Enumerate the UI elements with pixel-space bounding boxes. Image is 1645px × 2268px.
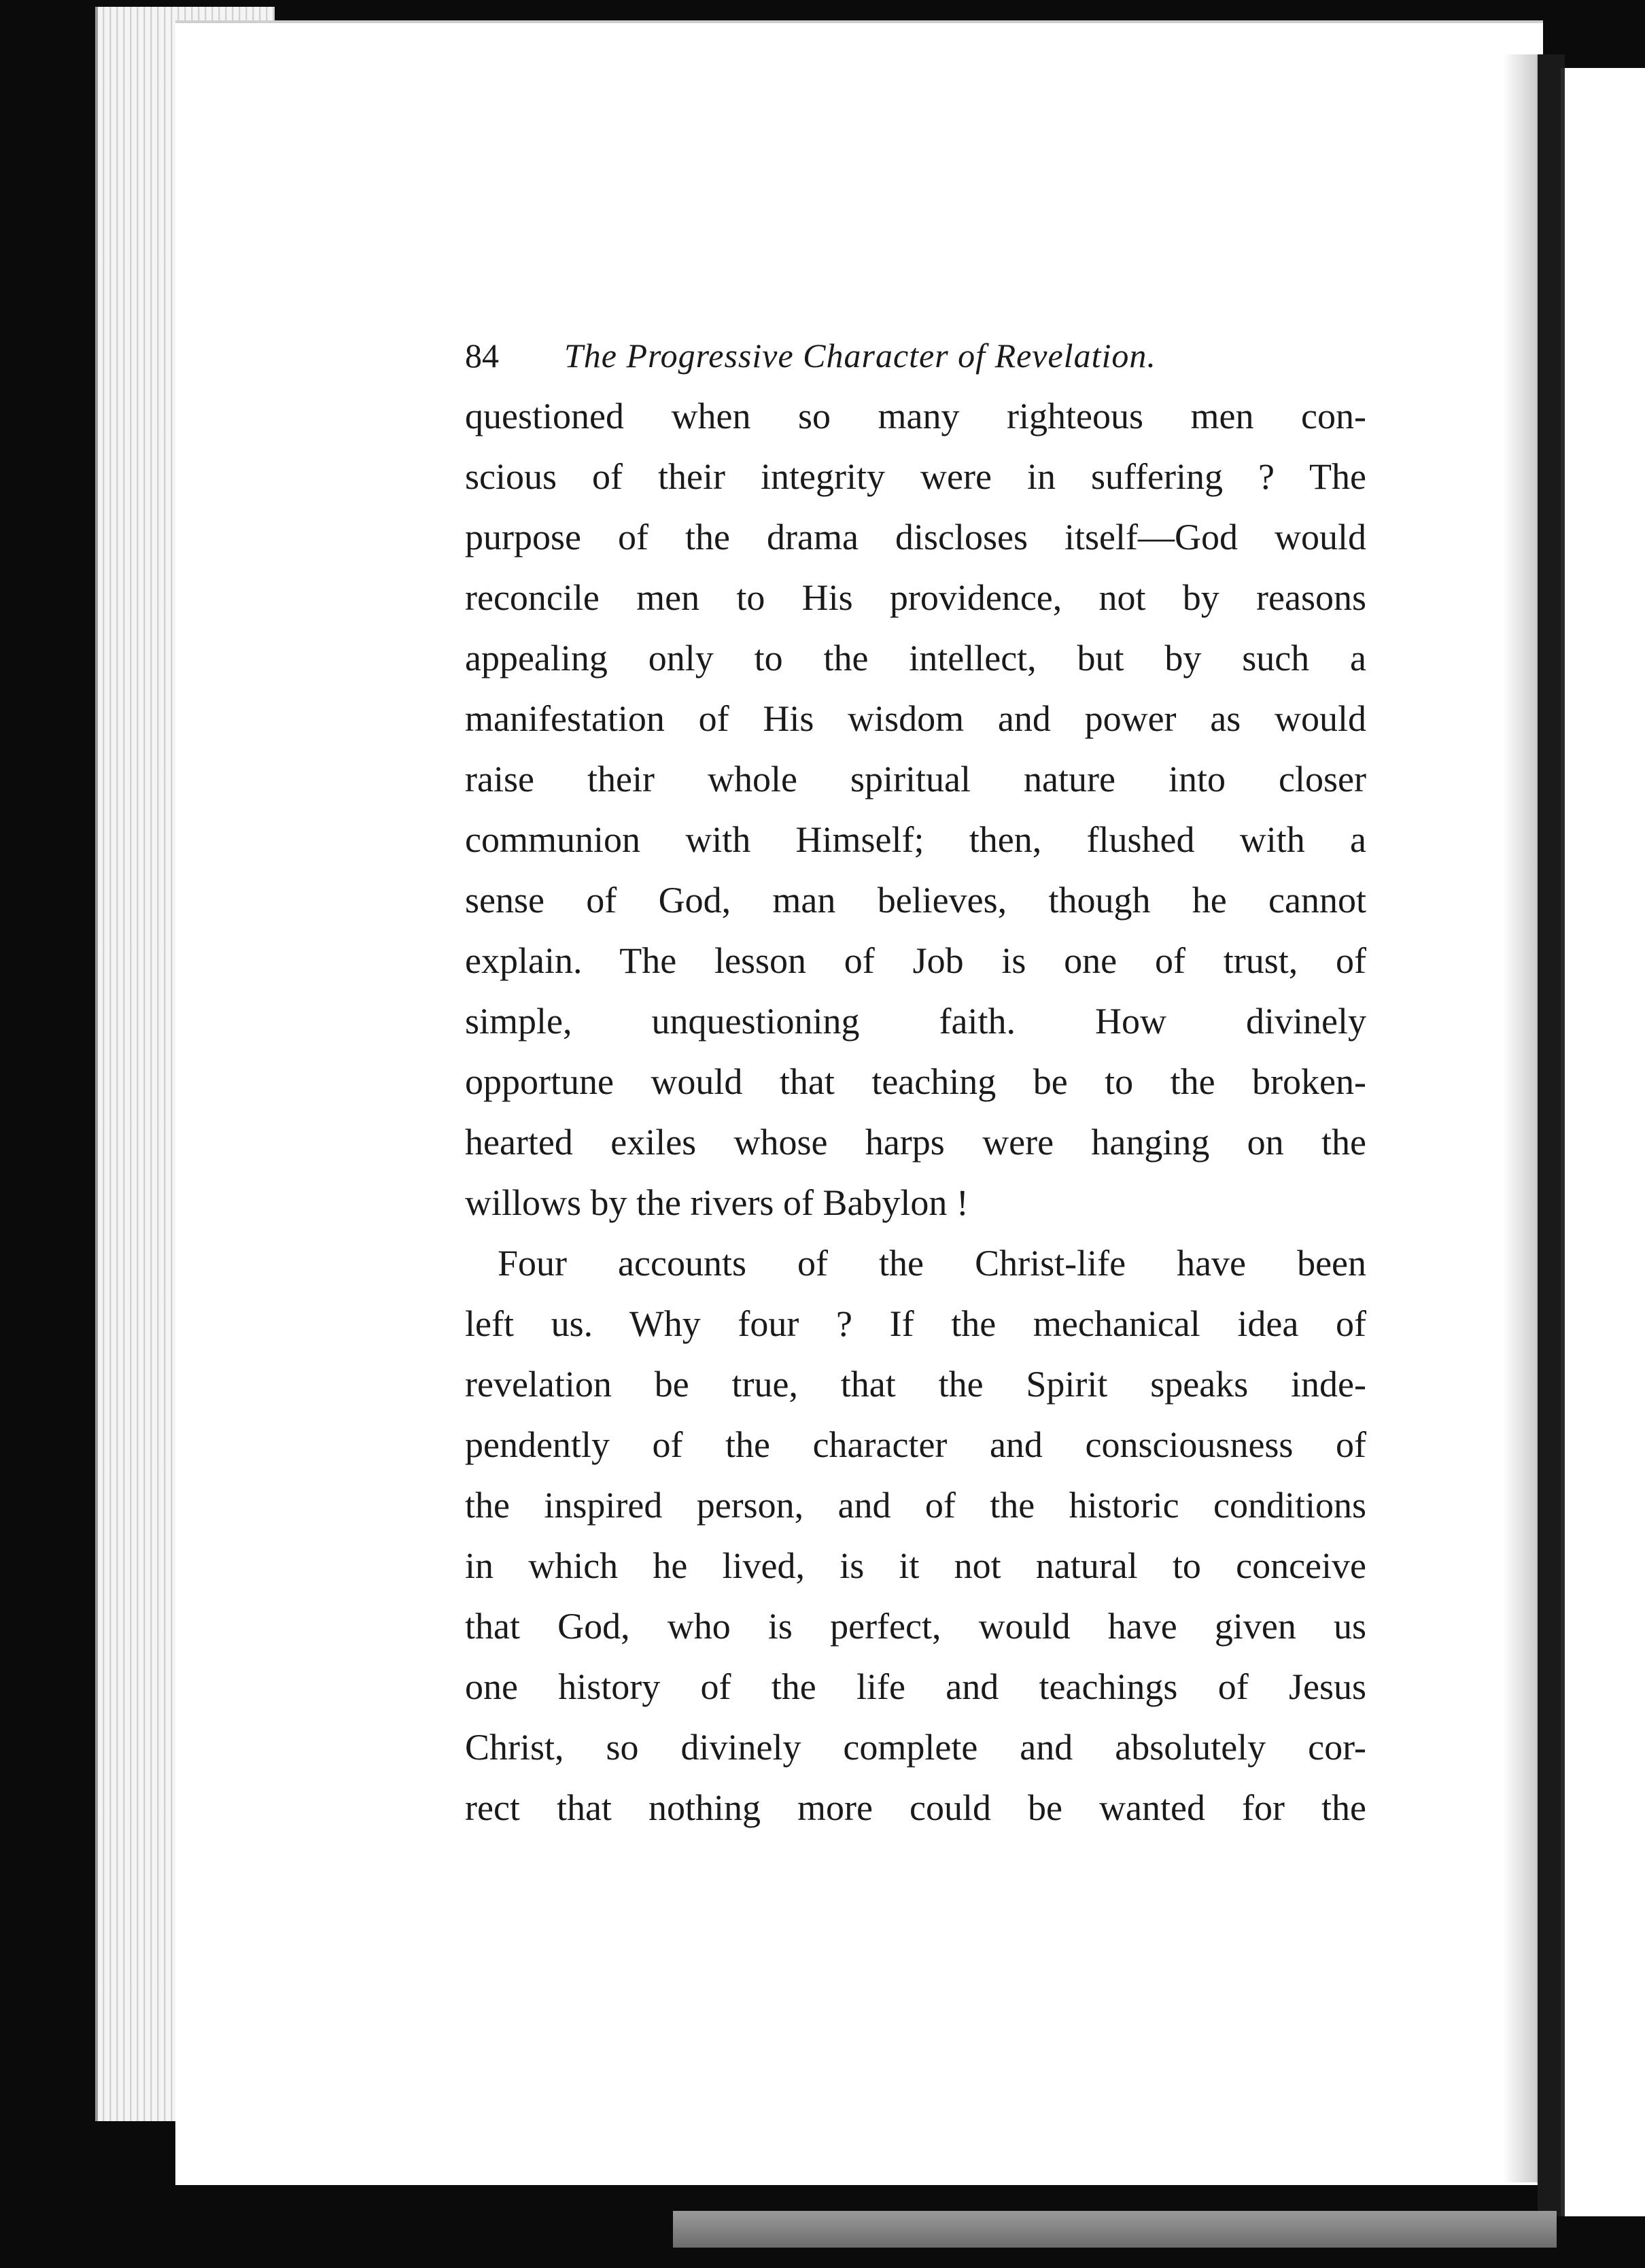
text-line: left us. Why four ? If the mechanical idea of xyxy=(465,1303,1366,1344)
text-line: rect that nothing more could be wanted for the xyxy=(465,1787,1366,1828)
text-line: the inspired person, and of the historic conditions xyxy=(465,1485,1366,1526)
text-line: Christ, so divinely complete and absolutely cor- xyxy=(465,1727,1366,1768)
text-line: pendently of the character and consciousness of xyxy=(465,1424,1366,1465)
text-line: sense of God, man believes, though he cannot xyxy=(465,880,1366,921)
text-line: raise their whole spiritual nature into closer xyxy=(465,759,1366,800)
text-line: reconcile men to His providence, not by reasons xyxy=(465,577,1366,618)
text-line: appealing only to the intellect, but by such a xyxy=(465,638,1366,678)
text-line: Four accounts of the Christ-life have been xyxy=(498,1243,1366,1284)
text-line: questioned when so many righteous men con- xyxy=(465,396,1366,436)
text-line: willows by the rivers of Babylon ! xyxy=(465,1182,969,1223)
text-line: that God, who is perfect, would have given us xyxy=(465,1606,1366,1647)
paragraph-1 xyxy=(465,386,1366,1233)
running-title: The Progressive Character of Revelation. xyxy=(564,337,1156,375)
text-line: one history of the life and teachings of Jesus xyxy=(465,1666,1366,1707)
paragraph-2 xyxy=(465,1233,1366,1838)
text-line: revelation be true, that the Spirit speaks inde- xyxy=(465,1364,1366,1405)
text-line: purpose of the drama discloses itself—God would xyxy=(465,517,1366,557)
bottom-shadow-band xyxy=(673,2211,1557,2248)
facing-page xyxy=(1561,68,1645,2216)
page-content xyxy=(465,325,1366,1838)
text-line: opportune would that teaching be to the broken- xyxy=(465,1061,1366,1102)
running-head xyxy=(465,325,1366,386)
text-line: explain. The lesson of Job is one of trust, of xyxy=(465,940,1366,981)
text-line: in which he lived, is it not natural to conceive xyxy=(465,1545,1366,1586)
text-line: scious of their integrity were in suffering ? The xyxy=(465,456,1366,497)
text-line: hearted exiles whose harps were hanging on the xyxy=(465,1122,1366,1163)
text-line: manifestation of His wisdom and power as would xyxy=(465,698,1366,739)
page-number: 84 xyxy=(465,337,499,375)
text-line: simple, unquestioning faith. How divinely xyxy=(465,1001,1366,1042)
text-line: communion with Himself; then, flushed with a xyxy=(465,819,1366,860)
